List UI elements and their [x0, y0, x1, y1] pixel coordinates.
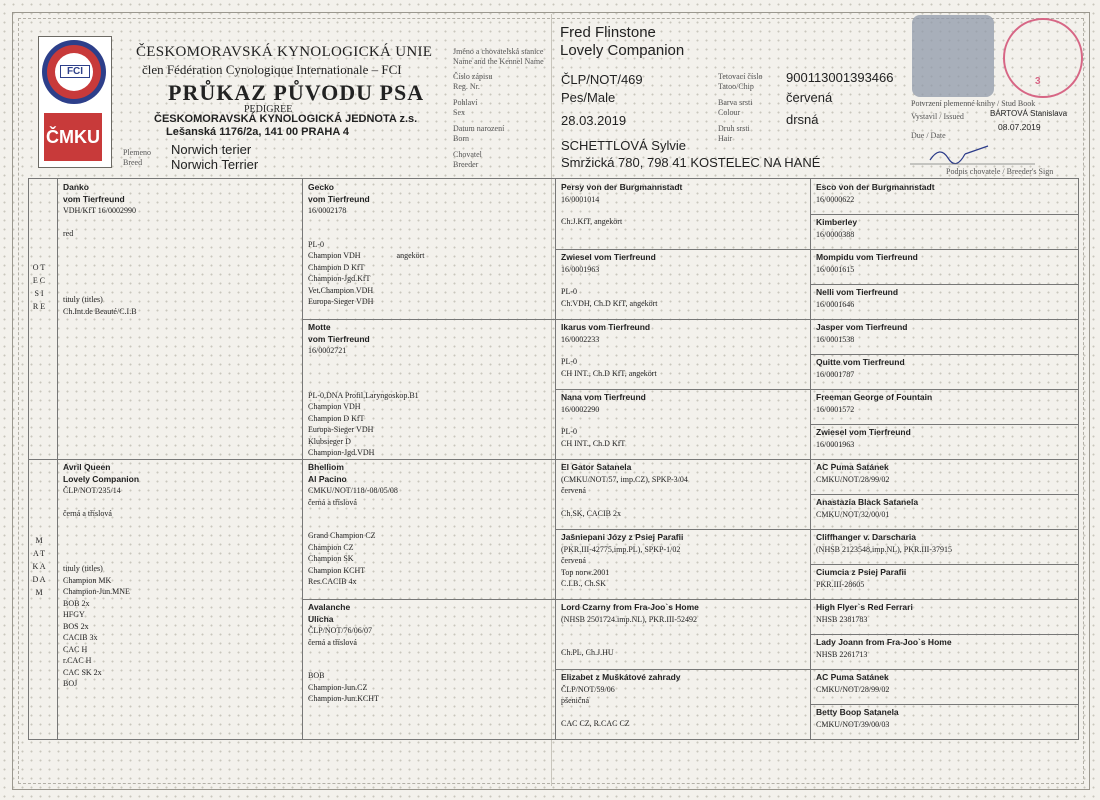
- great-grandparent-name: Nana vom Tierfreund: [561, 392, 646, 402]
- parent-line: CACIB 3x: [63, 633, 98, 642]
- grandparent-line: Champion-Jun.CZ: [308, 682, 368, 692]
- dob-label: Datum narození Born: [453, 124, 505, 143]
- logo-fci-text: FCI: [60, 65, 90, 78]
- grid-hline: [810, 564, 1078, 565]
- parent-line: tituly (titles): [63, 295, 103, 304]
- grid-hline: [810, 494, 1078, 495]
- grandparent-cell: [308, 462, 549, 588]
- studbook-stamp: [1003, 18, 1083, 98]
- great-great-grandparent-line: CMKU/NOT/28/99/02: [816, 474, 890, 484]
- grandparent-kennel: vom Tierfreund: [308, 333, 370, 344]
- great-great-grandparent-line: PKR.III-28605: [816, 579, 865, 589]
- grandparent-line: [308, 519, 549, 530]
- breed-label: Plemeno Breed: [123, 148, 151, 167]
- great-great-grandparent-cell: [816, 357, 1072, 380]
- great-grandparent-line: [561, 345, 804, 356]
- grandparent-line: Champion D KfT: [308, 413, 365, 423]
- parent-line: [63, 283, 296, 294]
- great-grandparent-line: CH INT., Ch.D KfT: [561, 438, 626, 448]
- parent-line: [63, 239, 296, 250]
- great-great-grandparent-name: Jasper vom Tierfreund: [816, 322, 908, 332]
- breeder-label: Chovatel Breeder: [453, 150, 482, 169]
- grid-hline: [810, 214, 1078, 215]
- org-name: ČESKOMORAVSKÁ KYNOLOGICKÁ JEDNOTA z.s.: [154, 113, 418, 125]
- great-great-grandparent-cell: [816, 497, 1072, 520]
- parent-line: tituly (titles): [63, 564, 103, 573]
- great-great-grandparent-cell: [816, 532, 1072, 555]
- great-grandparent-line: 16/0001963: [561, 264, 600, 274]
- breeder-address: Smržická 780, 798 41 KOSTELEC NA HANÉ: [561, 155, 821, 170]
- parent-line: CAC SK 2x: [63, 667, 102, 677]
- document-subtitle: PEDIGREE: [244, 104, 293, 115]
- parent-line: CAC H: [63, 644, 88, 654]
- great-great-grandparent-cell: [816, 567, 1072, 590]
- issued-by: BÁRTOVÁ Stanislava: [990, 109, 1068, 118]
- great-grandparent-name: Lord Czarny from Fra-Joo`s Home: [561, 602, 699, 612]
- great-grandparent-line: C.I.B., Ch.SK: [561, 579, 606, 588]
- great-grandparent-line: (NHSB 2501724.imp.NL), PKR.III-52492: [561, 614, 697, 624]
- great-grandparent-name: Zwiesel vom Tierfreund: [561, 252, 656, 262]
- great-grandparent-line: [561, 415, 804, 426]
- great-grandparent-line: 16/0002290: [561, 404, 600, 414]
- great-great-grandparent-name: High Flyer`s Red Ferrari: [816, 602, 913, 612]
- dog-reg: ČLP/NOT/469: [561, 72, 643, 87]
- great-grandparent-line: PL-0: [561, 357, 577, 366]
- grid-hline: [810, 459, 1078, 460]
- grandparent-line: ČLP/NOT/76/06/07: [308, 626, 373, 635]
- great-grandparent-line: (PKR.III-42775,imp.PL), SPKP-1/02: [561, 544, 681, 554]
- parent-line: HFGY: [63, 610, 85, 619]
- great-great-grandparent-cell: [816, 252, 1072, 275]
- great-grandparent-line: Ch.PL, Ch.J.HU: [561, 648, 614, 657]
- grandparent-line: černá a tříslová: [308, 497, 357, 507]
- parent-line: ČLP/NOT/235/14: [63, 486, 121, 495]
- great-great-grandparent-cell: [816, 182, 1072, 205]
- great-great-grandparent-cell: [816, 427, 1072, 450]
- grandparent-line: Champion D KfT: [308, 262, 365, 272]
- grandparent-line: Champion VDH: [308, 402, 361, 411]
- parent-line: [63, 497, 296, 508]
- great-great-grandparent-name: Zwiesel vom Tierfreund: [816, 427, 911, 437]
- grid-hline: [810, 389, 1078, 390]
- grid-hline: [810, 284, 1078, 285]
- grandparent-kennel: vom Tierfreund: [308, 193, 370, 204]
- great-great-grandparent-cell: [816, 637, 1072, 660]
- dog-hair: drsná: [786, 112, 819, 127]
- great-grandparent-name: El Gator Satanela: [561, 462, 632, 472]
- great-grandparent-cell: [561, 252, 804, 309]
- breed-cz: Norwich terier: [171, 142, 252, 157]
- great-great-grandparent-name: Esco von der Burgmannstadt: [816, 182, 935, 192]
- parent-line: [63, 530, 296, 541]
- parent-line: Champion MK: [63, 575, 112, 585]
- great-great-grandparent-cell: [816, 392, 1072, 415]
- grandparent-line: [308, 357, 549, 368]
- grandparent-line: Champion-Jun.KCHT: [308, 694, 379, 703]
- sire-side-label: O T E C S I R E: [32, 263, 46, 311]
- grandparent-line: [308, 659, 549, 670]
- parent-line: [63, 250, 296, 261]
- parent-line: [63, 552, 296, 563]
- org-address: Lešanská 1176/2a, 141 00 PRAHA 4: [166, 126, 350, 138]
- great-grandparent-line: 16/0002233: [561, 334, 600, 344]
- grandparent-line: Champion VDH angekört: [308, 251, 425, 260]
- grandparent-line: [308, 648, 549, 659]
- parent-name: Danko: [63, 182, 89, 192]
- grandparent-cell: [308, 602, 549, 705]
- grandparent-line: BOB: [308, 671, 325, 680]
- grandparent-line: Europa-Sieger VDH: [308, 425, 374, 434]
- grandparent-kennel: Ulicha: [308, 613, 334, 624]
- grandparent-line: Europa-Sieger VDH: [308, 297, 374, 306]
- grandparent-line: černá a tříslová: [308, 637, 357, 647]
- great-great-grandparent-name: Ciumcia z Psiej Parafii: [816, 567, 907, 577]
- hologram-stamp: [912, 15, 994, 97]
- date-label: Due / Date: [911, 131, 946, 140]
- grandparent-line: [308, 508, 549, 519]
- grandparent-name: Avalanche: [308, 602, 351, 612]
- grandparent-line: 16/0002721: [308, 346, 347, 355]
- grid-hline: [810, 634, 1078, 635]
- parent-cell: [63, 182, 296, 317]
- great-great-grandparent-name: Cliffhanger v. Darscharia: [816, 532, 916, 542]
- parent-line: BOB 2x: [63, 598, 90, 608]
- grandparent-line: Champion-Jgd.VDH: [308, 448, 375, 457]
- great-grandparent-cell: [561, 532, 804, 590]
- grandparent-line: [308, 379, 549, 390]
- grandparent-line: Champion SK: [308, 554, 354, 563]
- issued-date: 08.07.2019: [998, 122, 1041, 132]
- great-grandparent-line: CAC CZ, R.CAC CZ: [561, 718, 630, 728]
- great-grandparent-name: Jašniepani Józy z Psiej Parafii: [561, 532, 684, 542]
- great-grandparent-line: (CMKU/NOT/57, imp.CZ), SPKP-3/04: [561, 474, 688, 484]
- great-great-grandparent-line: NHSB 2261713: [816, 649, 868, 659]
- great-great-grandparent-name: Anastazia Black Satanela: [816, 497, 919, 507]
- grandparent-line: [308, 368, 549, 379]
- great-great-grandparent-line: 16/0000622: [816, 194, 855, 204]
- great-grandparent-cell: [561, 462, 804, 519]
- document-title: PRŮKAZ PŮVODU PSA: [168, 80, 425, 105]
- grandparent-line: PL-0: [308, 239, 324, 249]
- parent-line: [63, 261, 296, 272]
- parent-line: Ch.Int.de Beauté/C.I.B: [63, 306, 137, 316]
- grandparent-line: [308, 228, 549, 239]
- great-great-grandparent-cell: [816, 672, 1072, 695]
- parent-line: [63, 541, 296, 552]
- dam-side-label: M A T K A D A M: [32, 536, 46, 597]
- great-great-grandparent-line: 16/0001646: [816, 299, 855, 309]
- great-grandparent-line: červená: [561, 556, 586, 565]
- great-grandparent-line: Top norw.2001: [561, 567, 610, 577]
- grid-hline: [810, 249, 1078, 250]
- sign-label: Podpis chovatele / Breeder's Sign: [946, 167, 1054, 176]
- grandparent-line: Klubsieger D: [308, 436, 351, 446]
- great-grandparent-line: [561, 636, 804, 647]
- parent-kennel: vom Tierfreund: [63, 193, 125, 204]
- great-great-grandparent-cell: [816, 322, 1072, 345]
- parent-line: BOJ: [63, 679, 78, 688]
- great-grandparent-line: Ch.J.KfT, angekört: [561, 217, 623, 226]
- great-great-grandparent-cell: [816, 707, 1072, 730]
- parent-line: Champion-Jun.MNE: [63, 587, 130, 596]
- great-great-grandparent-cell: [816, 462, 1072, 485]
- great-grandparent-cell: [561, 322, 804, 379]
- grandparent-line: Champion KCHT: [308, 565, 366, 575]
- great-great-grandparent-name: AC Puma Satánek: [816, 672, 889, 682]
- great-great-grandparent-line: 16/0001538: [816, 334, 855, 344]
- grandparent-line: Champion-Jgd.KfT: [308, 274, 371, 283]
- grid-hline: [810, 599, 1078, 600]
- grandparent-name: Bhelliom: [308, 462, 344, 472]
- grandparent-line: Vet.Champion VDH: [308, 285, 374, 295]
- great-great-grandparent-name: Lady Joann from Fra-Joo`s Home: [816, 637, 952, 647]
- grid-hline: [810, 354, 1078, 355]
- colour-label: Barva srsti Colour: [718, 98, 753, 117]
- great-grandparent-line: CH INT., Ch.D KfT, angekört: [561, 368, 657, 378]
- great-grandparent-name: Persy von der Burgmannstadt: [561, 182, 683, 192]
- great-great-grandparent-line: NHSB 2381783: [816, 614, 868, 624]
- grandparent-line: PL-0,DNA Profil,Laryngoskop.B1: [308, 390, 419, 400]
- great-great-grandparent-cell: [816, 602, 1072, 625]
- grid-hline: [810, 704, 1078, 705]
- parent-name: Avril Queen: [63, 462, 111, 472]
- issued-label: Vystavil / Issued: [911, 112, 964, 121]
- reg-label: Číslo zápisu Reg. Nr.: [453, 72, 493, 91]
- dog-sex: Pes/Male: [561, 90, 616, 105]
- grandparent-line: Champion CZ: [308, 542, 354, 552]
- parent-line: [63, 272, 296, 283]
- great-great-grandparent-name: Mompidu vom Tierfreund: [816, 252, 918, 262]
- pedigree-table: [28, 178, 1079, 740]
- great-grandparent-line: [561, 625, 804, 636]
- parent-kennel: Lovely Companion: [63, 473, 140, 484]
- dog-dob: 28.03.2019: [561, 113, 627, 128]
- grandparent-line: 16/0002178: [308, 206, 347, 215]
- grandparent-name: Gecko: [308, 182, 334, 192]
- great-great-grandparent-line: 16/0001572: [816, 404, 855, 414]
- great-grandparent-cell: [561, 392, 804, 449]
- great-great-grandparent-line: 16/0000388: [816, 229, 855, 239]
- breed-en: Norwich Terrier: [171, 157, 259, 172]
- great-great-grandparent-line: 16/0001963: [816, 439, 855, 449]
- stamp-number: 3: [1035, 76, 1041, 87]
- great-grandparent-cell: [561, 672, 804, 729]
- grandparent-line: Grand Champion CZ: [308, 531, 376, 540]
- great-great-grandparent-line: 16/0001787: [816, 369, 855, 379]
- signature: [910, 140, 1070, 170]
- parent-line: černá a tříslová: [63, 508, 112, 518]
- grid-hline: [810, 529, 1078, 530]
- great-grandparent-line: [561, 275, 804, 286]
- great-great-grandparent-name: AC Puma Satánek: [816, 462, 889, 472]
- studbook-label: Potvrzení plemenné knihy / Stud Book: [911, 99, 1036, 108]
- great-great-grandparent-name: Quitte vom Tierfreund: [816, 357, 905, 367]
- great-great-grandparent-line: CMKU/NOT/32/00/01: [816, 509, 890, 519]
- sex-label: Pohlaví Sex: [453, 98, 478, 117]
- parent-line: [63, 217, 296, 228]
- grandparent-kennel: Al Pacino: [308, 473, 347, 484]
- great-grandparent-cell: [561, 182, 804, 228]
- great-grandparent-line: Ch.VDH, Ch.D KfT, angekört: [561, 298, 658, 308]
- logo-cmku-text: ČMKU: [44, 113, 102, 161]
- chip-number: 900113001393466: [786, 70, 894, 85]
- fci-membership: člen Fédération Cynologique Internationale – FCI: [142, 62, 402, 77]
- union-name: ČESKOMORAVSKÁ KYNOLOGICKÁ UNIE: [136, 44, 433, 60]
- hair-label: Druh srsti Hair: [718, 124, 750, 143]
- grid-hline: [810, 319, 1078, 320]
- great-great-grandparent-line: CMKU/NOT/28/99/02: [816, 684, 890, 694]
- breeder-name: SCHETTLOVÁ Sylvie: [561, 138, 686, 153]
- great-grandparent-line: [561, 205, 804, 216]
- great-great-grandparent-name: Freeman George of Fountain: [816, 392, 933, 402]
- great-grandparent-name: Elizabet z Muškátové zahrady: [561, 672, 681, 682]
- parent-line: [63, 519, 296, 530]
- great-great-grandparent-name: Betty Boop Satanela: [816, 707, 899, 717]
- grid-hline: [810, 669, 1078, 670]
- great-great-grandparent-line: (NHSB 2123548,imp.NL), PKR.III-37915: [816, 544, 952, 554]
- great-great-grandparent-cell: [816, 287, 1072, 310]
- great-grandparent-line: Ch.SK, CACIB 2x: [561, 508, 622, 518]
- great-grandparent-line: PL-0: [561, 287, 577, 296]
- great-great-grandparent-line: 16/0001615: [816, 264, 855, 274]
- grandparent-name: Motte: [308, 322, 331, 332]
- grandparent-line: [308, 217, 549, 228]
- great-grandparent-line: PL-0: [561, 427, 577, 436]
- chip-label: Tetovací číslo Tatoo/Chip: [718, 72, 763, 91]
- grid-hline: [810, 424, 1078, 425]
- great-grandparent-line: červená: [561, 486, 586, 495]
- great-grandparent-line: [561, 497, 804, 508]
- parent-line: r.CAC H: [63, 656, 92, 665]
- great-grandparent-line: [561, 707, 804, 718]
- grandparent-cell: [308, 322, 549, 459]
- dog-kennel: Lovely Companion: [560, 42, 685, 59]
- great-grandparent-cell: [561, 602, 804, 659]
- great-great-grandparent-name: Nelli vom Tierfreund: [816, 287, 899, 297]
- parent-line: BOS 2x: [63, 621, 89, 631]
- grandparent-line: Res.CACIB 4x: [308, 577, 357, 586]
- great-grandparent-line: pšeničná: [561, 696, 589, 705]
- name-label: Jméno a chovatelská stanice Name and the Kennel Name: [453, 47, 544, 66]
- cmku-fci-logo: [38, 36, 112, 168]
- parent-line: VDH/KfT 16/0002990: [63, 206, 136, 215]
- parent-cell: [63, 462, 296, 690]
- great-grandparent-line: 16/0001014: [561, 194, 600, 204]
- grandparent-line: CMKU/NOT/118/-08/05/08: [308, 486, 398, 495]
- great-grandparent-line: ČLP/NOT/59/06: [561, 684, 615, 694]
- dog-name: Fred Flinstone: [560, 24, 656, 41]
- grandparent-cell: [308, 182, 549, 308]
- great-great-grandparent-cell: [816, 217, 1072, 240]
- parent-line: red: [63, 228, 74, 238]
- dog-colour: červená: [786, 90, 833, 105]
- great-great-grandparent-line: CMKU/NOT/39/00/03: [816, 719, 890, 729]
- great-grandparent-name: Ikarus vom Tierfreund: [561, 322, 651, 332]
- great-great-grandparent-name: Kimberley: [816, 217, 858, 227]
